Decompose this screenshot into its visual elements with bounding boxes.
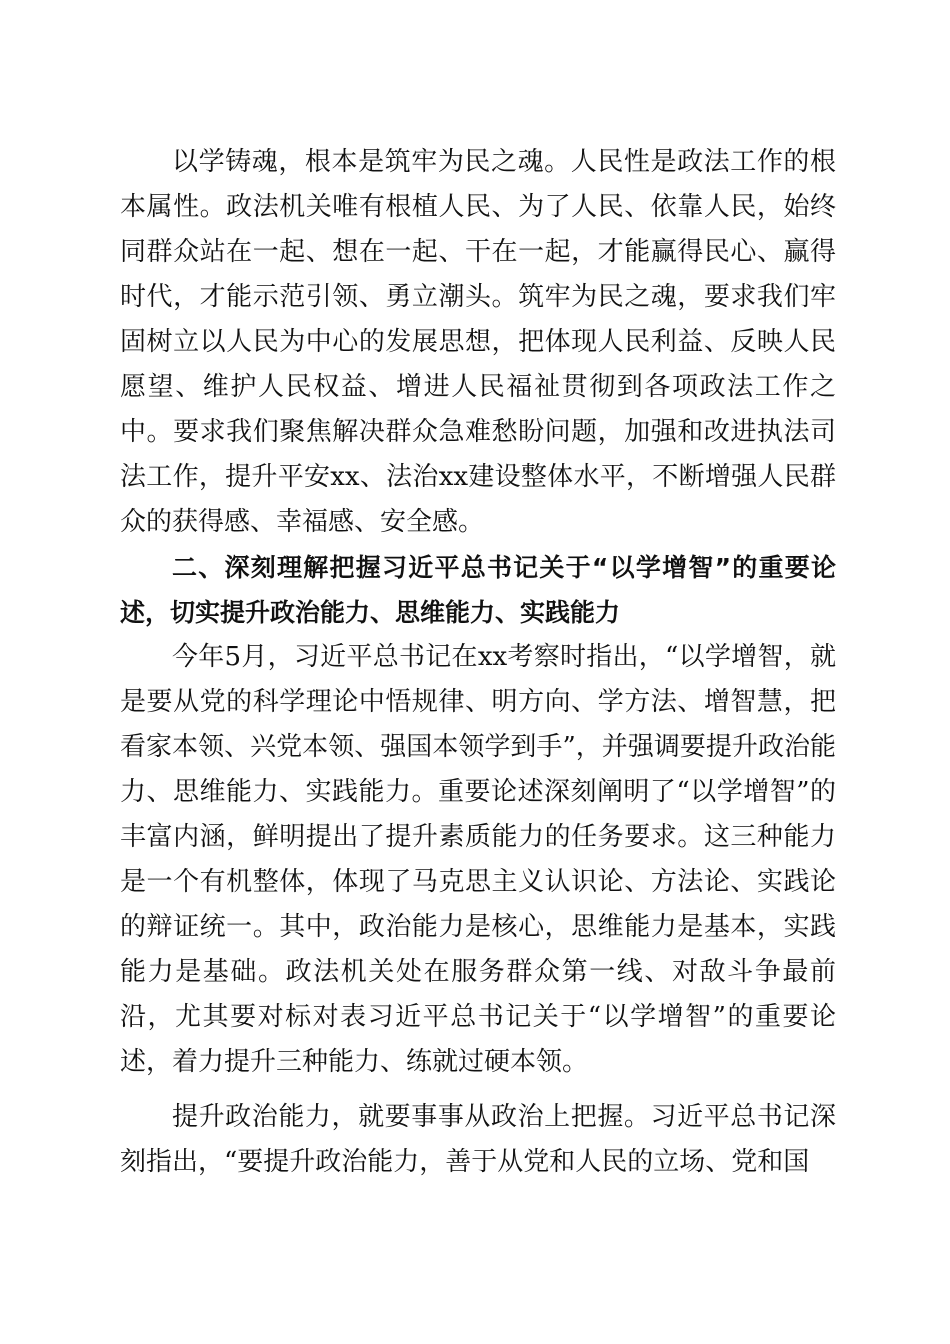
paragraph-political-ability: 提升政治能力，就要事事从政治上把握。习近平总书记深刻指出，“要提升政治能力，善于从党和人民的立场、党和国 — [120, 1102, 836, 1177]
paragraph-people-centered: 以学铸魂，根本是筑牢为民之魂。人民性是政法工作的根本属性。政法机关唯有根植人民、为了人民、依靠人民，始终同群众站在一起、想在一起、干在一起，才能赢得民心、赢得时代，才能示范引领、勇立潮头。筑牢为民之魂，要求我们牢固树立以人民为中心的发展思想，把体现人民利益、反映人民愿望、维护人民权益、增进人民福祉贯彻到各项政法工作之中。要求我们聚焦解决群众急难愁盼问题，加强和改进执法司法工作，提升平安xx、法治xx建设整体水平，不断增强人民群众的获得感、幸福感、安全感。 — [120, 147, 836, 537]
paragraph-gap — [120, 1085, 836, 1095]
document-body — [120, 140, 836, 1185]
section-heading-two: 二、深刻理解把握习近平总书记关于“以学增智”的重要论述，切实提升政治能力、思维能力、实践能力 — [120, 553, 836, 627]
paragraph-three-abilities: 今年5月，习近平总书记在xx考察时指出，“以学增智，就是要从党的科学理论中悟规律、明方向、学方法、增智慧，把看家本领、兴党本领、强国本领学到手”，并强调要提升政治能力、思维能力、实践能力。重要论述深刻阐明了“以学增智”的丰富内涵，鲜明提出了提升素质能力的任务要求。这三种能力是一个有机整体，体现了马克思主义认识论、方法论、实践论的辩证统一。其中，政治能力是核心，思维能力是基本，实践能力是基础。政法机关处在服务群众第一线、对敌斗争最前沿，尤其要对标对表习近平总书记关于“以学增智”的重要论述，着力提升三种能力、练就过硬本领。 — [120, 642, 836, 1077]
